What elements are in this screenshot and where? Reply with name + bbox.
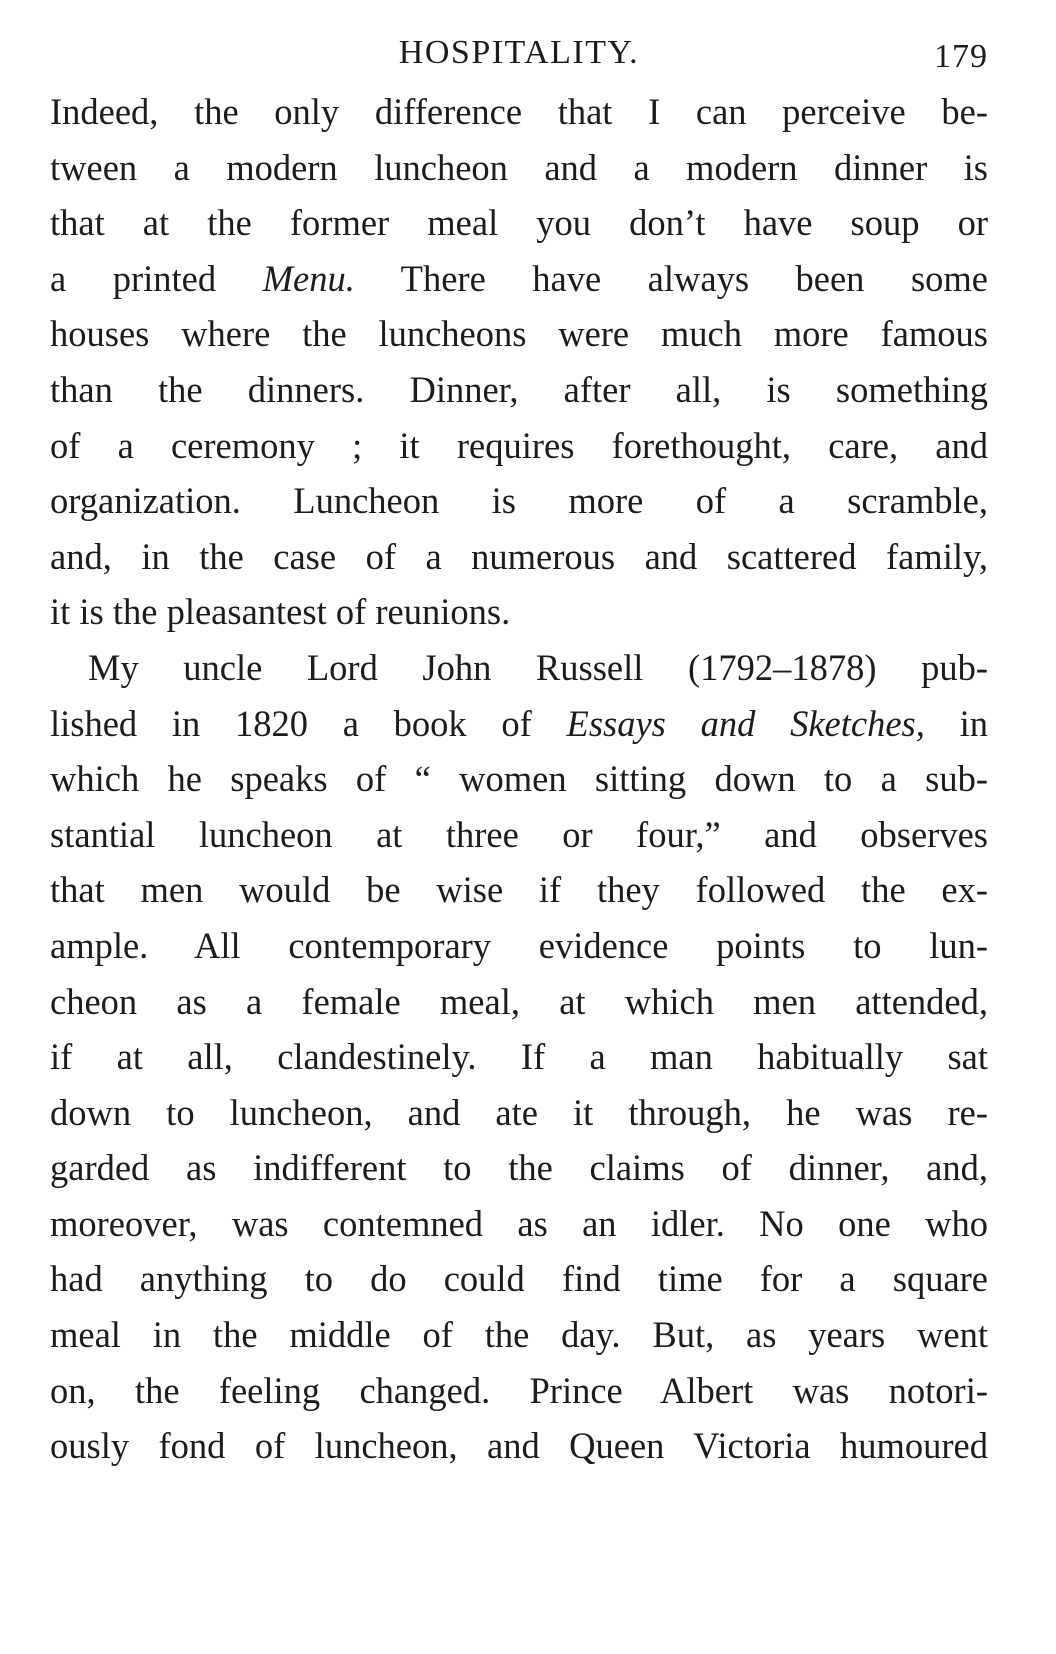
text-line: had anything to do could find time for a square	[50, 1258, 988, 1300]
text-line: stantial luncheon at three or four,” and observes	[50, 813, 988, 855]
text-line: Indeed, the only difference that I can perceive be-	[50, 91, 988, 132]
running-head-title: HOSPITALITY.	[398, 34, 640, 71]
text-line: it is the pleasantest of reunions.	[50, 591, 511, 633]
text-segment: There have always been some	[354, 257, 988, 299]
paragraph-2	[50, 640, 988, 1474]
text-line: meal in the middle of the day. But, as years went	[50, 1314, 988, 1356]
italic-text: Essays and Sketches,	[566, 702, 925, 744]
text-line: My uncle Lord John Russell (1792–1878) pub-	[88, 646, 988, 688]
text-line: ample. All contemporary evidence points to lun-	[50, 924, 988, 966]
text-line: ously fond of luncheon, and Queen Victoria humoured	[50, 1425, 988, 1467]
page-number: 179	[934, 38, 988, 75]
italic-text: Menu.	[262, 257, 355, 299]
text-line: than the dinners. Dinner, after all, is something	[50, 368, 988, 410]
text-line: organization. Luncheon is more of a scramble,	[50, 480, 988, 522]
running-head	[50, 28, 988, 84]
text-segment: in	[924, 702, 988, 744]
text-line: cheon as a female meal, at which men attended,	[50, 980, 988, 1022]
text-line: of a ceremony ; it requires forethought, care, and	[50, 424, 988, 466]
text-line: and, in the case of a numerous and scattered family,	[50, 535, 988, 577]
text-line: garded as indifferent to the claims of dinner, and,	[50, 1147, 988, 1189]
paragraph-1	[50, 84, 988, 640]
text-line: tween a modern luncheon and a modern dinner is	[50, 146, 988, 188]
text-line	[50, 251, 988, 307]
body-text	[50, 84, 988, 1474]
text-line: which he speaks of “ women sitting down to a sub-	[50, 758, 988, 800]
book-page	[50, 28, 988, 1474]
text-line: down to luncheon, and ate it through, he was re-	[50, 1091, 988, 1133]
text-line: if at all, clandestinely. If a man habitually sat	[50, 1036, 988, 1078]
text-line: on, the feeling changed. Prince Albert was notori-	[50, 1369, 988, 1411]
text-line	[50, 696, 988, 752]
text-segment: a printed	[50, 257, 263, 299]
text-line: that at the former meal you don’t have soup or	[50, 202, 988, 244]
text-line: houses where the luncheons were much more famous	[50, 313, 988, 355]
text-segment: lished in 1820 a book of	[50, 702, 567, 744]
text-line: that men would be wise if they followed the ex-	[50, 869, 988, 911]
text-line: moreover, was contemned as an idler. No one who	[50, 1202, 988, 1244]
